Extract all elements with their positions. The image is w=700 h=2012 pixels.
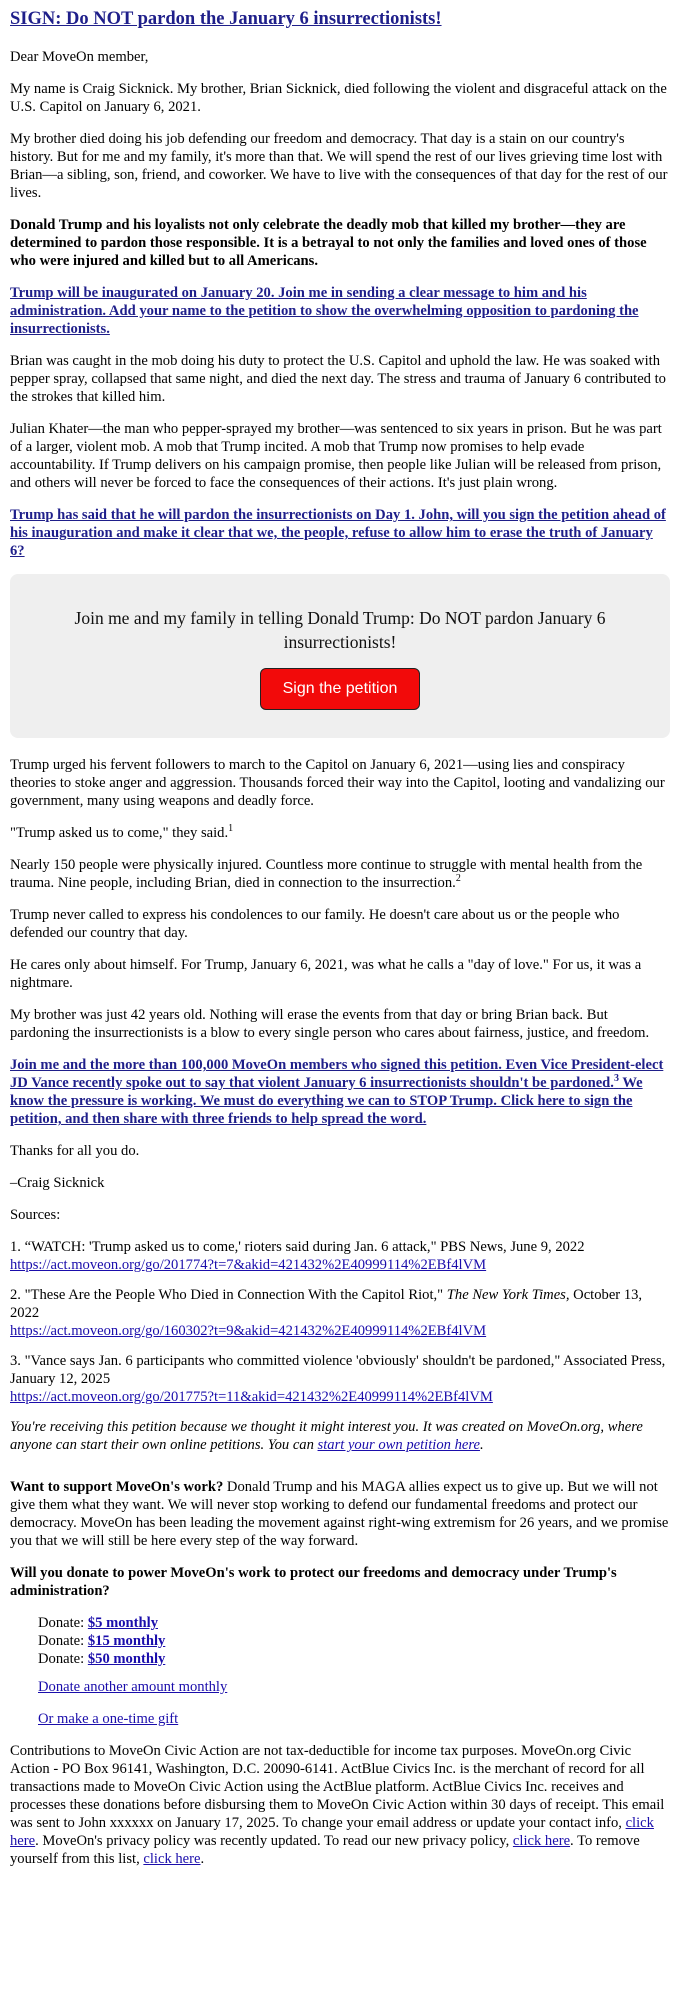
petition-link-paragraph-1 — [10, 284, 670, 338]
paragraph-capitol: Trump urged his fervent followers to march to the Capitol on January 6, 2021—using lies and conspiracy theories to stoke anger and aggression. Thousands forced their way into the Capitol, looting and vandalizing our government, many using weapons and deadly force. — [10, 757, 665, 809]
footer — [10, 1742, 670, 1868]
paragraph-brian: Brian was caught in the mob doing his duty to protect the U.S. Capitol and uphold the law. He was soaked with pepper spray, collapsed that same night, and died the next day. The stress and trauma of January 6 contributed to the strokes that killed him. — [10, 353, 666, 405]
paragraph-intro: My name is Craig Sicknick. My brother, Brian Sicknick, died following the violent and disgraceful attack on the U.S. Capitol on January 6, 2021. — [10, 81, 667, 115]
petition-link-3[interactable] — [10, 1057, 663, 1127]
source-3-link[interactable]: https://act.moveon.org/go/201775?t=11&akid=421432%2E40999114%2EBf4lVM — [10, 1389, 493, 1405]
donate-once-line — [38, 1710, 670, 1728]
spacer — [10, 1468, 670, 1478]
donate-options — [10, 1614, 670, 1728]
disclaimer-text-b: . — [479, 1437, 484, 1453]
injuries-text: Nearly 150 people were physically injured. Countless more continue to struggle with mental health from the trauma. Nine people, including Brian, died in connection to the insurrection. — [10, 857, 643, 891]
source-3-text: 3. "Vance says Jan. 6 participants who committed violence 'obviously' shouldn't be pardoned," Associated Press, January 12, 2025 — [10, 1353, 666, 1387]
donate-other-amount-link[interactable]: Donate another amount monthly — [38, 1679, 228, 1695]
source-2-publication: The New York Times, — [446, 1287, 570, 1303]
donate-15-monthly-link[interactable]: $15 monthly — [87, 1633, 166, 1649]
petition-link-3-text-b: We know the pressure is working. We must do everything we can to STOP Trump. Click here to sign the petition, and then share with three friends to help spread the word. — [10, 1075, 643, 1127]
footnote-2: 2 — [455, 873, 461, 885]
donate-extra-links — [38, 1678, 670, 1728]
title-link[interactable]: SIGN: Do NOT pardon the January 6 insurrectionists! — [10, 9, 442, 29]
paragraph-day-of-love: He cares only about himself. For Trump, January 6, 2021, was what he calls a "day of love." For us, it was a nightmare. — [10, 957, 642, 991]
paragraph-quote — [10, 824, 670, 842]
donate-5-monthly-link[interactable]: $5 monthly — [87, 1615, 158, 1631]
source-1-link[interactable]: https://act.moveon.org/go/201774?t=7&akid=421432%2E40999114%2EBf4lVM — [10, 1257, 487, 1273]
petition-link-3-text-a: Join me and the more than 100,000 MoveOn members who signed this petition. Even Vice President-elect JD Vance recently spoke out to say that violent January 6 insurrectionists shouldn't be pardoned. — [10, 1057, 664, 1091]
donate-prefix: Donate: — [38, 1633, 88, 1649]
email-title — [10, 8, 670, 30]
source-1-text: 1. “WATCH: 'Trump asked us to come,' rioters said during Jan. 6 attack," PBS News, June 9, 2022 — [10, 1239, 585, 1255]
source-2-link[interactable]: https://act.moveon.org/go/160302?t=9&akid=421432%2E40999114%2EBf4lVM — [10, 1323, 487, 1339]
disclaimer-text-a: You're receiving this petition because we thought it might interest you. It was created on MoveOn.org, where anyone can start their own online petitions. You can — [10, 1419, 643, 1453]
footnote-1: 1 — [228, 823, 234, 835]
footnote-3: 3 — [613, 1073, 619, 1085]
support-text: Donald Trump and his MAGA allies expect us to give up. But we will not give them what they want. We will never stop working to defend our fundamental freedoms and protect our democracy. MoveOn has been leading the movement against right-wing extremism for 26 years, and we promise you that we will still be here every step of the way forward. — [10, 1479, 669, 1549]
privacy-policy-link[interactable]: click here — [512, 1833, 571, 1849]
source-item — [10, 1286, 670, 1340]
footer-text-b: . MoveOn's privacy policy was recently updated. To read our new privacy policy, — [35, 1833, 513, 1849]
one-time-gift-link[interactable]: Or make a one-time gift — [38, 1711, 179, 1727]
paragraph-khater: Julian Khater—the man who pepper-sprayed my brother—was sentenced to six years in prison. But he was part of a larger, violent mob. A mob that Trump incited. A mob that Trump now promises to help evade accountability. If Trump delivers on his campaign promise, then people like Julian will be released from prison, and others will never be forced to face the consequences of their actions. It's just plain wrong. — [10, 421, 662, 491]
donate-prefix: Donate: — [38, 1651, 88, 1667]
footer-text-a: Contributions to MoveOn Civic Action are not tax-deductible for income tax purposes. MoveOn.org Civic Action - PO Box 96141, Washington, D.C. 20090-6141. ActBlue Civics Inc. is the merchant of record for all transactions made to MoveOn Civic Action using the ActBlue platform. ActBlue Civics Inc. receives and processes these donations before disbursing them to MoveOn Civic Action within 30 days of receipt. This email was sent to John xxxxxx on January 17, 2025. To change your email address or update your contact info, — [10, 1743, 665, 1831]
source-2-text-a: 2. "These Are the People Who Died in Connection With the Capitol Riot," — [10, 1287, 447, 1303]
update-contact-link[interactable]: click here — [10, 1815, 654, 1849]
paragraph-age: My brother was just 42 years old. Nothing will erase the events from that day or bring Brian back. But pardoning the insurrectionists is a blow to every single person who cares about fairness, justice, and freedom. — [10, 1007, 650, 1041]
spacer — [38, 1668, 670, 1678]
donate-line — [38, 1614, 670, 1632]
petition-link-1[interactable]: Trump will be inaugurated on January 20. Join me in sending a clear message to him and his administration. Add your name to the petition to show the overwhelming opposition to pardoning the insurrectionists. — [10, 285, 639, 337]
source-item — [10, 1352, 670, 1406]
quote-text: "Trump asked us to come," they said. — [10, 825, 229, 841]
donate-50-monthly-link[interactable]: $50 monthly — [87, 1651, 166, 1667]
source-2-text-b: October 13, 2022 — [10, 1287, 643, 1321]
donate-prefix: Donate: — [38, 1615, 88, 1631]
paragraph-grief: My brother died doing his job defending our freedom and democracy. That day is a stain on our country's history. But for me and my family, it's more than that. We will spend the rest of our lives grieving time lost with Brian—a sibling, son, friend, and coworker. We have to live with the consequences of that day for the rest of our lives. — [10, 131, 668, 201]
paragraph-injuries — [10, 856, 670, 892]
source-item — [10, 1238, 670, 1274]
donate-question: Will you donate to power MoveOn's work to protect our freedoms and democracy under Trump's administration? — [10, 1565, 617, 1599]
petition-link-paragraph-3 — [10, 1056, 670, 1128]
sign-petition-button[interactable]: Sign the petition — [260, 668, 421, 710]
signoff: –Craig Sicknick — [10, 1175, 105, 1191]
start-petition-link[interactable]: start your own petition here — [317, 1437, 480, 1453]
unsubscribe-link[interactable]: click here — [143, 1851, 201, 1867]
thanks: Thanks for all you do. — [10, 1143, 140, 1159]
donate-other-line — [38, 1678, 670, 1696]
cta-text: Join me and my family in telling Donald Trump: Do NOT pardon January 6 insurrectionists! — [74, 608, 606, 652]
paragraph-condolences: Trump never called to express his condolences to our family. He doesn't care about us or the people who defended our country that day. — [10, 907, 620, 941]
petition-link-2[interactable]: Trump has said that he will pardon the insurrectionists on Day 1. John, will you sign the petition ahead of his inauguration and make it clear that we, the people, refuse to allow him to erase the truth of January 6? — [10, 507, 666, 559]
sources-label: Sources: — [10, 1207, 61, 1223]
donate-line — [38, 1632, 670, 1650]
donate-line — [38, 1650, 670, 1668]
cta-box — [10, 574, 670, 738]
greeting: Dear MoveOn member, — [10, 49, 149, 65]
footer-text-c: . To remove yourself from this list, — [10, 1833, 640, 1867]
support-paragraph — [10, 1478, 670, 1550]
footer-text-d: . — [200, 1851, 205, 1867]
petition-link-paragraph-2 — [10, 506, 670, 560]
support-heading: Want to support MoveOn's work? — [10, 1479, 224, 1495]
paragraph-betrayal: Donald Trump and his loyalists not only celebrate the deadly mob that killed my brother—they are determined to pardon those responsible. It is a betrayal to not only the families and loved ones of those who were injured and killed but to all Americans. — [10, 217, 647, 269]
disclaimer — [10, 1418, 670, 1454]
sources-list — [10, 1238, 670, 1406]
